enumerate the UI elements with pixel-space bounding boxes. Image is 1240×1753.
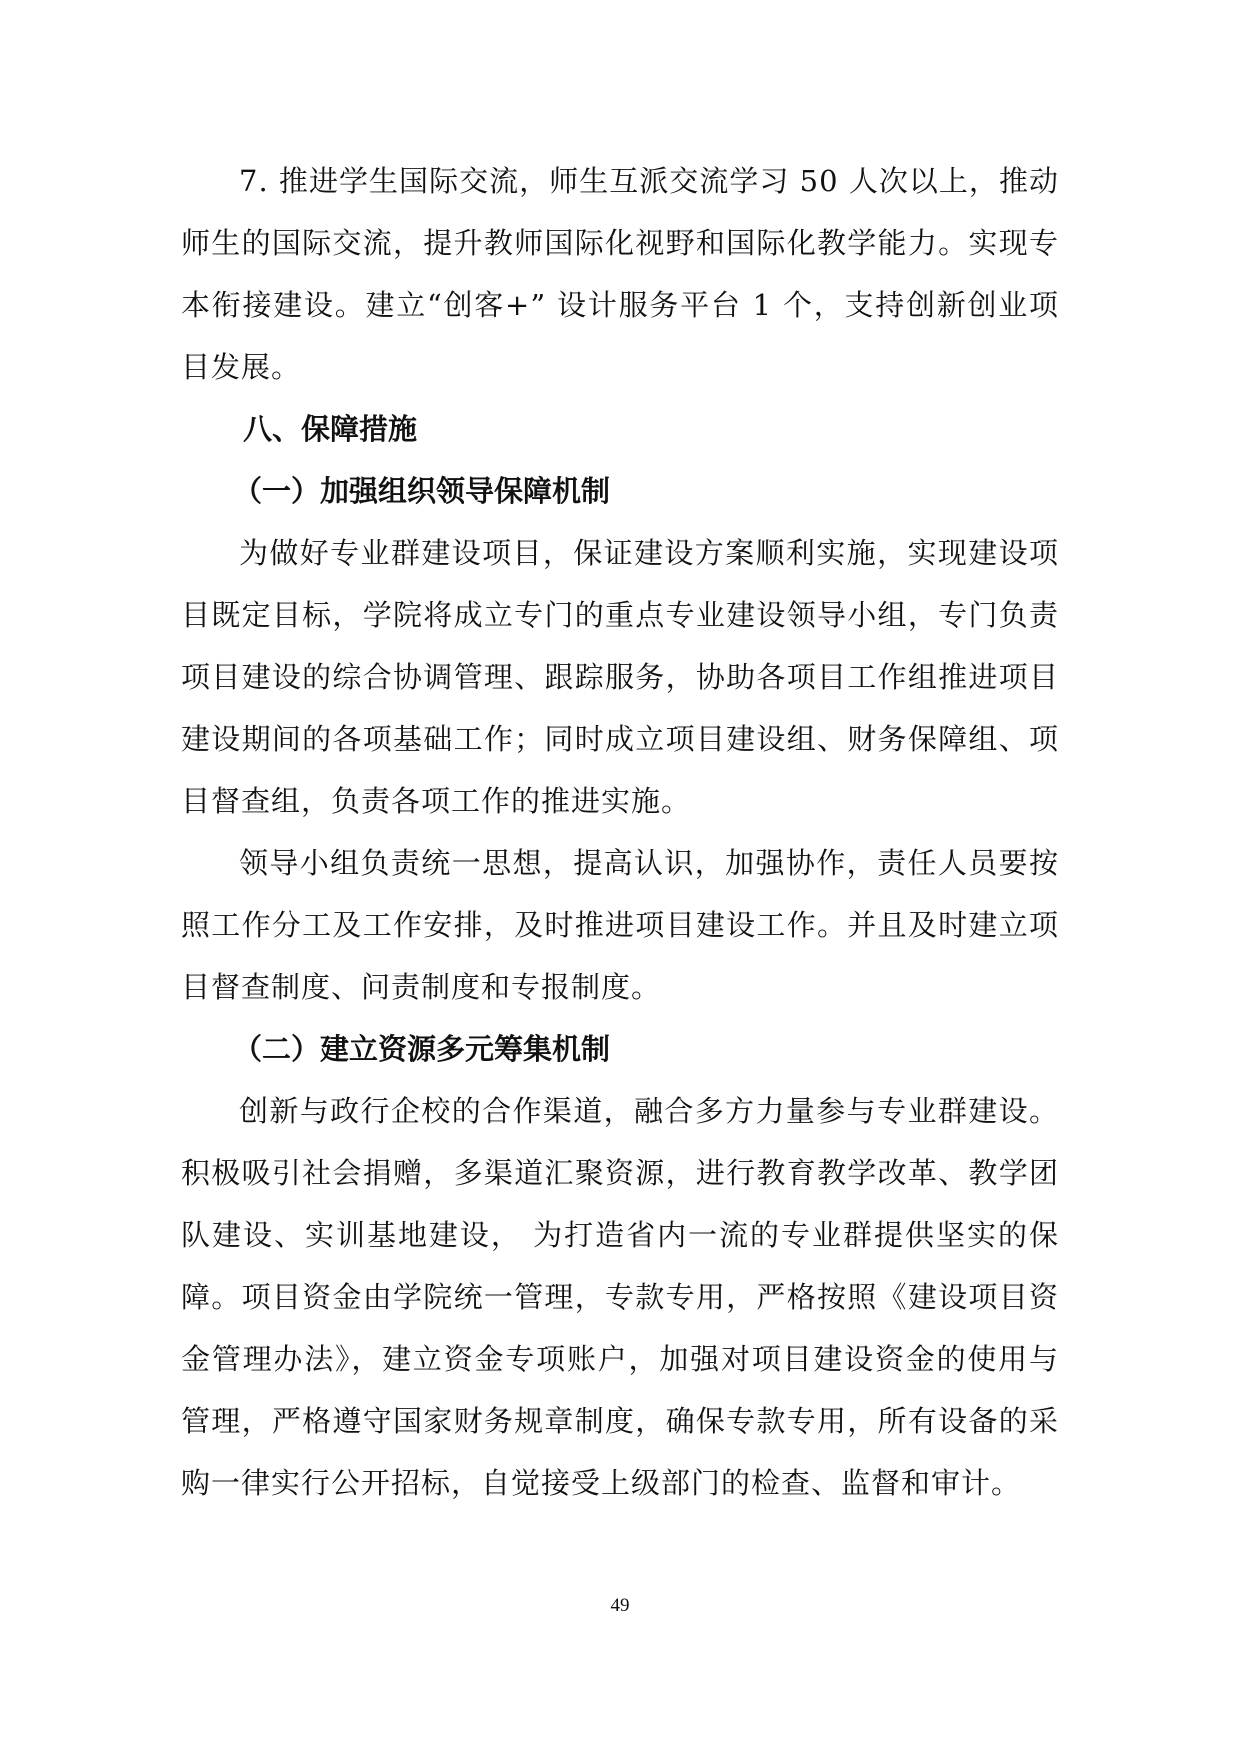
paragraph-leadership-responsibilities: 领导小组负责统一思想，提高认识，加强协作，责任人员要按照工作分工及工作安排，及时推进项目建设工作。并且及时建立项目督查制度、问责制度和专报制度。 — [181, 846, 1059, 1004]
page-body — [181, 150, 1059, 1514]
subheading-organization-leadership: （一）加强组织领导保障机制 — [233, 474, 611, 508]
paragraph-resource-funding: 创新与政行企校的合作渠道，融合多方力量参与专业群建设。积极吸引社会捐赠，多渠道汇聚资源，进行教育教学改革、教学团队建设、实训基地建设， 为打造省内一流的专业群提供坚实的保障。项目资金由学院统一管理，专款专用，严格按照《建设项目资金管理办法》，建立资金专项账户，加强对项目建设资金的使用与管理，严格遵守国家财务规章制度，确保专款专用，所有设备的采购一律实行公开招标，自觉接受上级部门的检查、监督和审计。 — [181, 1094, 1059, 1500]
page-number: 49 — [610, 1595, 630, 1616]
subheading-resource-raising: （二）建立资源多元筹集机制 — [233, 1032, 611, 1066]
paragraph-international-exchange: 7. 推进学生国际交流，师生互派交流学习 50 人次以上，推动师生的国际交流，提升教师国际化视野和国际化教学能力。实现专本衔接建设。建立“创客+” 设计服务平台 1 个，支持创新创业项目发展。 — [181, 164, 1059, 384]
section-heading-safeguard-measures: 八、保障措施 — [243, 412, 418, 446]
paragraph-leadership-group: 为做好专业群建设项目，保证建设方案顺利实施，实现建设项目既定目标，学院将成立专门的重点专业建设领导小组，专门负责项目建设的综合协调管理、跟踪服务，协助各项目工作组推进项目建设期间的各项基础工作；同时成立项目建设组、财务保障组、项目督查组，负责各项工作的推进实施。 — [181, 536, 1059, 818]
